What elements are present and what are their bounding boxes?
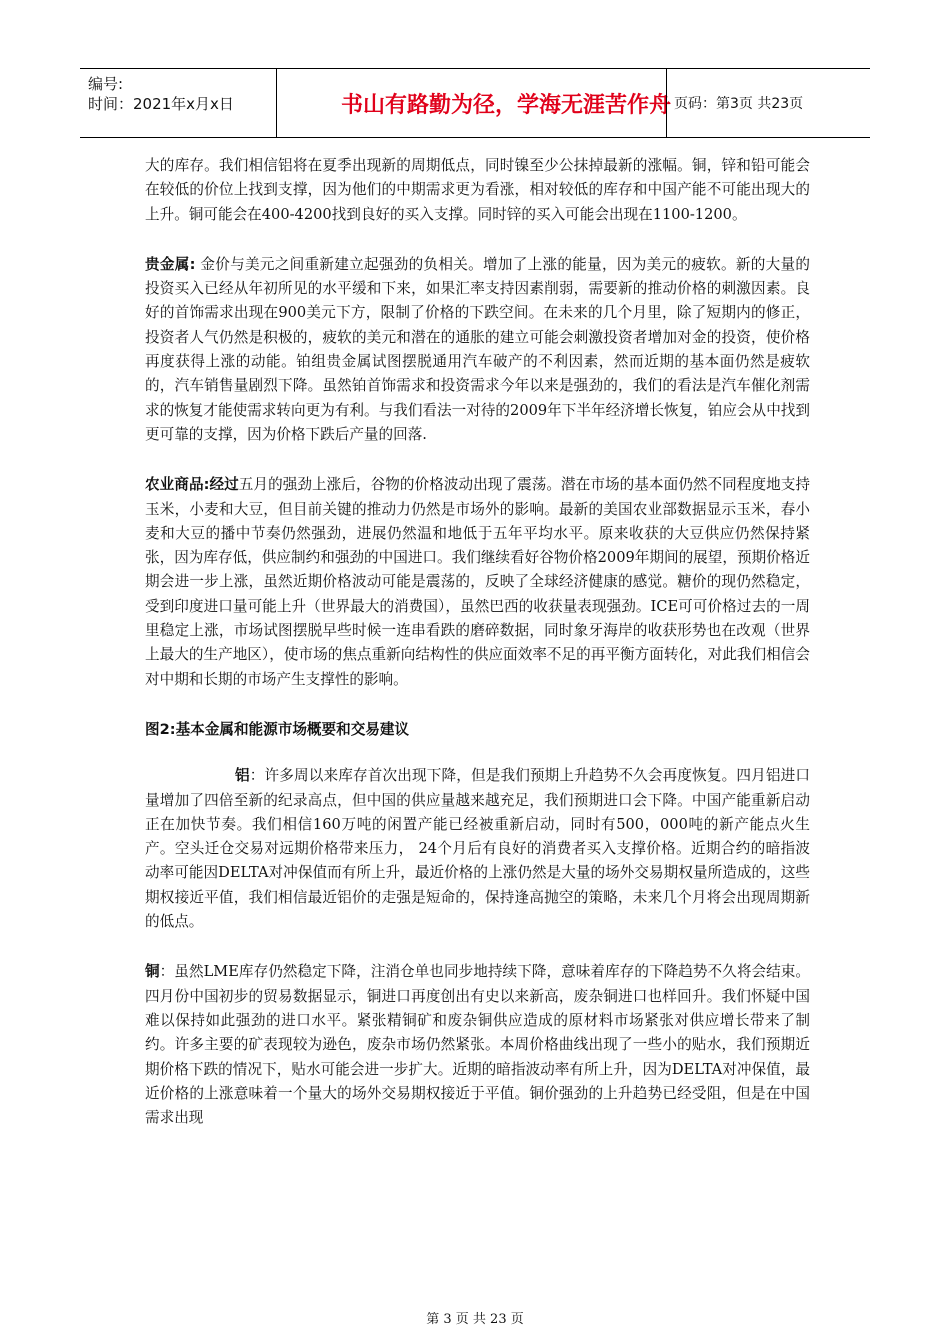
section-label-copper: 铜 [145, 963, 160, 981]
paragraph-aluminium [145, 764, 810, 934]
paragraph-base-metals-tail: 大的库存。我们相信铝将在夏季出现新的周期低点，同时镍至少公抹掉最新的涨幅。铜，锌和铅可能会在较低的价位上找到支撑，因为他们的中期需求更为看涨，相对较低的库存和中国产能不可能出现大的上升。铜可能会在400-4200找到良好的买入支撑。同时锌的买入可能会出现在1100-1200。 [145, 157, 810, 223]
document-body [145, 154, 810, 1156]
page-footer: 第 3 页 共 23 页 [426, 1312, 524, 1327]
paragraph-text: 金价与美元之间重新建立起强劲的负相关。增加了上涨的能量，因为美元的疲软。新的大量的投资买入已经从年初所见的水平缓和下来，如果汇率支持因素削弱，需要新的推动价格的刺激因素。良好的首饰需求出现在900美元下方，限制了价格的下跌空间。在未来的几个月里，除了短期内的修正，投资者人气仍然是积极的，疲软的美元和潜在的通胀的建立可能会刺激投资者增加对金的投资，使价格再度获得上涨的动能。铂组贵金属试图摆脱通用汽车破产的不利因素，然而近期的基本面仍然是疲软的，汽车销售量剧烈下降。虽然铂首饰需求和投资需求今年以来是强劲的，我们的看法是汽车催化剂需求的恢复才能使需求转向更为有利。与我们看法一对待的2009年下半年经济增长恢复，铂应会从中找到更可靠的支撑，因为价格下跌后产量的回落. [145, 255, 810, 443]
header-number-label: 编号: [88, 75, 124, 93]
paragraph-precious-metals [145, 253, 810, 447]
figure-title: 图2:基本金属和能源市场概要和交易建议 [145, 720, 410, 738]
section-label-precious-metals: 贵金属: [145, 255, 196, 273]
header-date: 时间：2021年x月x日 [88, 95, 234, 113]
paragraph-text: ：许多周以来库存首次出现下降，但是我们预期上升趋势不久会再度恢复。四月铝进口量增加了四倍至新的纪录高点，但中国的供应量越来越充足，我们预期进口会下降。中国产能重新启动正在加快节奏。我们相信160万吨的闲置产能已经被重新启动，同时有500，000吨的新产能点火生产。空头迁仓交易对远期价格带来压力， 24个月后有良好的消费者买入支撑价格。近期合约的暗指波动率可能因DELTA对冲保值而有所上升，最近价格的上涨仍然是大量的场外交易期权量所造成的，这些期权接近平值，我们相信最近铝价的走强是短命的，保持逢高抛空的策略，未来几个月将会出现周期新的低点。 [145, 767, 810, 931]
header-motto: 书山有路勤为径，学海无涯苦作舟 [340, 92, 671, 118]
paragraph-text: ：虽然LME库存仍然稳定下降，注消仓单也同步地持续下降，意味着库存的下降趋势不久将会结束。四月份中国初步的贸易数据显示，铜进口再度创出有史以来新高，废杂铜进口也样回升。我们怀疑中国难以保持如此强劲的进口水平。紧张精铜矿和废杂铜供应造成的原材料市场紧张对供应增长带来了制约。许多主要的矿表现较为逊色，废杂市场仍然紧张。本周价格曲线出现了一些小的贴水，我们预期近期价格下跌的情况下，贴水可能会进一步扩大。近期的暗指波动率有所上升，因为DELTA对冲保值，最近价格的上涨意味着一个量大的场外交易期权接近于平值。铜价强劲的上升趋势已经受阻，但是在中国需求出现 [145, 963, 810, 1127]
paragraph-copper [145, 960, 810, 1130]
section-label-aluminium: 铝 [235, 767, 250, 785]
section-label-agriculture: 农业商品:经过 [145, 476, 239, 494]
header-meta [80, 69, 276, 137]
page-header [80, 68, 870, 138]
paragraph-text: 五月的强劲上涨后，谷物的价格波动出现了震荡。潜在市场的基本面仍然不同程度地支持玉米，小麦和大豆，但目前关键的推动力仍然是市场外的影响。最新的美国农业部数据显示玉米，春小麦和大豆的播中节奏仍然强劲，进展仍然温和地低于五年平均水平。原来收获的大豆供应仍然保持紧张，因为库存低，供应制约和强劲的中国进口。我们继续看好谷物价格2009年期间的展望，预期价格近期会进一步上涨，虽然近期价格波动可能是震荡的，反映了全球经济健康的感觉。糖价的现仍然稳定，受到印度进口量可能上升（世界最大的消费国），虽然巴西的收获量表现强劲。ICE可可价格过去的一周里稳定上涨，市场试图摆脱早些时候一连串看跌的磨碎数据，同时象牙海岸的收获形势也在改观（世界上最大的生产地区），使市场的焦点重新向结构性的供应面效率不足的再平衡方面转化，对此我们相信会对中期和长期的市场产生支撑性的影响。 [145, 476, 810, 688]
paragraph-agriculture [145, 473, 810, 692]
header-page-number: 页码：第3页 共23页 [674, 96, 804, 112]
